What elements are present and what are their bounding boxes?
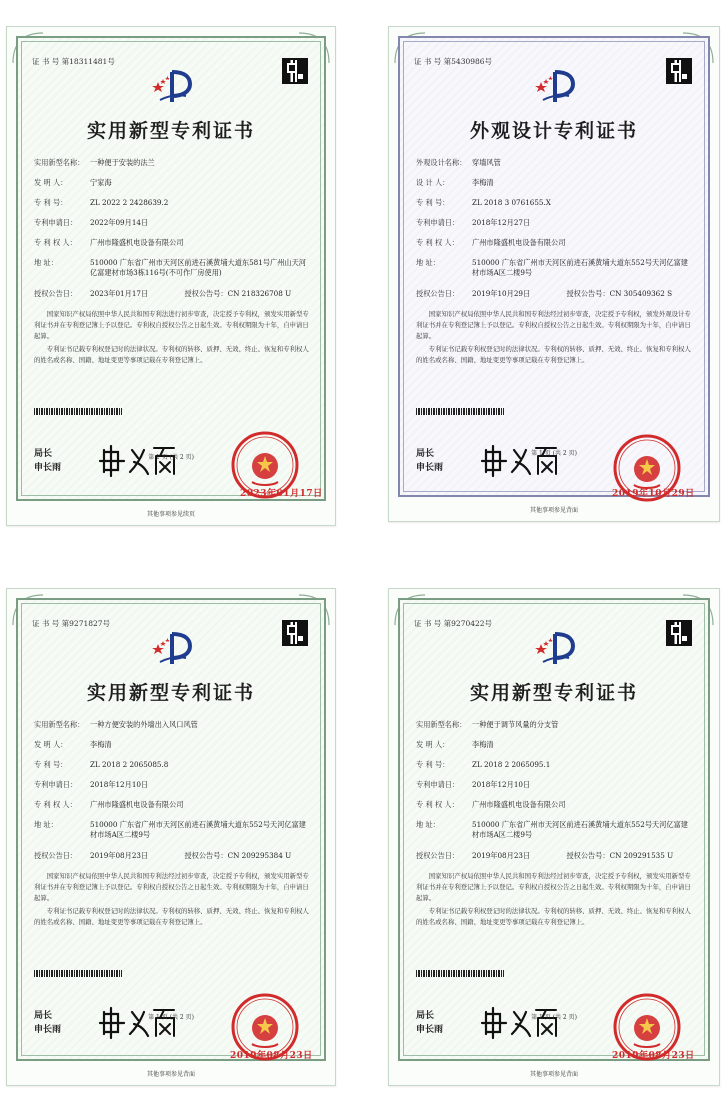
page-number: 第 1 页 (共 2 页) (531, 450, 577, 457)
footnote: 其他事项参见背面 (529, 507, 578, 514)
field-value: 2018年12月27日 (472, 218, 531, 228)
footnote: 其他事项参见背面 (529, 1071, 578, 1078)
field-value: 李梅清 (472, 178, 494, 188)
field-label: 实用新型名称： (34, 720, 85, 729)
field-value: 宁家海 (90, 178, 112, 188)
field-value: CN 218326708 U (227, 288, 292, 298)
address-row (34, 258, 310, 278)
design-name-row (416, 158, 694, 168)
design-name-row (34, 720, 310, 730)
field-value: CN 305409362 S (609, 288, 673, 298)
inventor-row (34, 740, 310, 750)
field-label: 地 址： (34, 820, 58, 830)
cnipa-logo-icon (529, 66, 579, 106)
field-label: 地 址： (34, 258, 58, 268)
application-date-row (34, 780, 310, 790)
signature-icon (480, 1004, 560, 1040)
address-row (34, 820, 310, 840)
field-label: 专利申请日： (416, 218, 460, 228)
application-date-row (34, 218, 310, 228)
legal-paragraph: 专利证书记载专利权登记时的法律状况。专利权的转移、质押、无效、终止、恢复和专利权人的姓名或名称、国籍、地址变更等事项记载在专利登记簿上。 (416, 345, 691, 365)
qr-code-icon (666, 620, 692, 646)
footnote: 其他事项参见续页 (146, 511, 195, 518)
patent-certificate-4 (388, 588, 720, 1086)
field-value: 2019年10月29日 (472, 288, 531, 298)
field-label: 实用新型名称： (416, 720, 467, 729)
grant-row (416, 851, 694, 861)
patent-certificate-2 (388, 26, 720, 522)
field-label: 实用新型名称： (34, 158, 85, 167)
certificate-fields (416, 158, 694, 369)
field-label: 专 利 权 人： (416, 800, 459, 810)
grant-row (34, 851, 310, 861)
field-value: 李梅清 (472, 740, 494, 750)
director-name: 申长雨 (416, 1024, 444, 1035)
field-value: 李梅清 (90, 740, 112, 750)
field-label: 授权公告号： (566, 288, 610, 298)
field-value: 广州市隆盛机电设备有限公司 (90, 238, 184, 248)
seal-date: 2023年01月17日 (240, 489, 323, 499)
barcode-icon (34, 408, 122, 415)
field-value: 广州市隆盛机电设备有限公司 (472, 238, 566, 248)
field-value: ZL 2018 2 2065095.1 (472, 760, 551, 770)
certificate-title: 实用新型专利证书 (469, 682, 638, 704)
address-row (416, 820, 694, 840)
field-label: 外观设计名称： (416, 158, 467, 167)
application-date-row (416, 780, 694, 790)
field-label: 授权公告日： (34, 288, 78, 298)
grant-row (34, 289, 310, 299)
field-label: 发 明 人： (34, 740, 68, 750)
legal-paragraph: 国家知识产权局依照中华人民共和国专利法经过初步审查，决定授予专利权，颁发实用新型专利证书并在专利登记簿上予以登记。专利权自授权公告之日起生效。专利权期限为十年，自申请日起算。 (416, 871, 691, 903)
cnipa-logo-icon (146, 628, 196, 668)
field-label: 设 计 人： (416, 178, 450, 188)
certificate-number: 证 书 号 第9270422号 (414, 619, 493, 628)
field-label: 专利申请日： (34, 780, 78, 790)
certificate-title: 实用新型专利证书 (86, 120, 255, 142)
field-label: 专利申请日： (34, 218, 78, 228)
cnipa-logo-icon (529, 628, 579, 668)
certificate-number: 证 书 号 第5430986号 (414, 57, 493, 66)
field-value: 510000 广东省广州市天河区前进石溪黄埔大道东581号广州山天河亿富建材市场3栋116号(不可作厂房使用) (90, 258, 306, 278)
certificate-title: 外观设计专利证书 (469, 120, 638, 142)
certificate-frame (398, 598, 710, 1061)
certificate-fields (416, 720, 694, 931)
inventor-row (416, 740, 694, 750)
design-name-row (34, 158, 310, 168)
legal-paragraph: 专利证书记载专利权登记时的法律状况。专利权的转移、质押、无效、终止、恢复和专利权人的姓名或名称、国籍、地址变更等事项记载在专利登记簿上。 (34, 907, 309, 927)
director-title: 局长 (34, 449, 53, 459)
seal-date: 2019年08月23日 (612, 1051, 695, 1061)
grant-row (416, 289, 694, 299)
patent-number-row (416, 760, 694, 770)
field-value: 穿墙风管 (472, 158, 501, 167)
legal-paragraph: 专利证书记载专利权登记时的法律状况。专利权的转移、质押、无效、终止、恢复和专利权人的姓名或名称、国籍、地址变更等事项记载在专利登记簿上。 (416, 907, 691, 927)
field-value: CN 209291535 U (609, 850, 674, 860)
field-label: 发 明 人： (416, 740, 450, 750)
field-value: 一种便于调节风量的分支管 (472, 720, 559, 729)
barcode-icon (416, 970, 504, 977)
director-name: 申长雨 (34, 1024, 62, 1035)
field-label: 地 址： (416, 820, 440, 830)
barcode-icon (34, 970, 122, 977)
field-label: 授权公告日： (34, 850, 78, 860)
field-value: 510000 广东省广州市天河区前进石溪黄埔大道东552号天河亿富建材市场A区二楼9号 (472, 820, 688, 840)
field-label: 地 址： (416, 258, 440, 268)
field-label: 专 利 号： (416, 760, 450, 770)
page-number: 第 1 页 (共 2 页) (148, 1014, 194, 1021)
field-value: 2019年08月23日 (472, 850, 531, 860)
owner-row (34, 800, 310, 810)
patent-certificate-1 (6, 26, 336, 526)
field-value: CN 209295384 U (227, 850, 292, 860)
patent-certificate-3 (6, 588, 336, 1086)
barcode-icon (416, 408, 504, 415)
design-name-row (416, 720, 694, 730)
certificate-number: 证 书 号 第18311481号 (32, 57, 115, 66)
field-value: 2019年08月23日 (90, 850, 149, 860)
legal-paragraph: 国家知识产权局依照中华人民共和国专利法经过初步审查，决定授予专利权，颁发实用新型专利证书并在专利登记簿上予以登记。专利权自授权公告之日起生效。专利权期限为十年，自申请日起算。 (34, 871, 309, 903)
field-label: 授权公告日： (416, 850, 460, 860)
field-label: 专 利 号： (34, 198, 68, 208)
legal-paragraph: 国家知识产权局依照中华人民共和国专利法经过初步审查，决定授予专利权，颁发外观设计专利证书并在专利登记簿上予以登记。专利权自授权公告之日起生效。专利权期限为十年，自申请日起算。 (416, 309, 691, 341)
owner-row (416, 800, 694, 810)
field-value: 2023年01月17日 (90, 288, 149, 298)
field-label: 授权公告号： (184, 850, 228, 860)
application-date-row (416, 218, 694, 228)
director-title: 局长 (416, 1011, 435, 1021)
field-label: 专 利 号： (34, 760, 68, 770)
director-name: 申长雨 (34, 462, 62, 473)
footnote: 其他事项参见背面 (146, 1071, 195, 1078)
director-name: 申长雨 (416, 462, 444, 473)
certificate-fields (34, 158, 310, 369)
field-label: 授权公告号： (184, 288, 228, 298)
patent-number-row (34, 760, 310, 770)
inventor-row (416, 178, 694, 188)
field-value: 2018年12月10日 (90, 780, 149, 790)
legal-paragraph: 国家知识产权局依照中华人民共和国专利法进行初步审查，决定授予专利权，颁发实用新型专利证书并在专利登记簿上予以登记。专利权自授权公告之日起生效。专利权期限为十年，自申请日起算。 (34, 309, 309, 341)
certificate-frame (16, 598, 326, 1061)
qr-code-icon (282, 58, 308, 84)
address-row (416, 258, 694, 278)
qr-code-icon (282, 620, 308, 646)
owner-row (34, 238, 310, 248)
field-value: 一种方便安装的外墙出入风口风管 (90, 720, 198, 729)
field-label: 专利申请日： (416, 780, 460, 790)
certificate-fields (34, 720, 310, 931)
certificate-title: 实用新型专利证书 (86, 682, 255, 704)
certificate-frame (398, 36, 710, 497)
signature-icon (98, 1004, 178, 1040)
field-value: ZL 2018 3 0761655.X (472, 198, 551, 208)
legal-paragraph: 专利证书记载专利权登记时的法律状况。专利权的转移、质押、无效、终止、恢复和专利权人的姓名或名称、国籍、地址变更等事项记载在专利登记簿上。 (34, 345, 309, 365)
field-value: 2018年12月10日 (472, 780, 531, 790)
field-value: 510000 广东省广州市天河区前进石溪黄埔大道东552号天河亿富建材市场A区二楼9号 (472, 258, 688, 278)
field-label: 授权公告号： (566, 850, 610, 860)
field-label: 专 利 权 人： (34, 238, 77, 248)
patent-number-row (34, 198, 310, 208)
qr-code-icon (666, 58, 692, 84)
certificate-number: 证 书 号 第9271827号 (32, 619, 111, 628)
director-title: 局长 (416, 449, 435, 459)
inventor-row (34, 178, 310, 188)
field-value: ZL 2022 2 2428639.2 (90, 198, 169, 208)
field-value: 广州市隆盛机电设备有限公司 (472, 800, 566, 810)
page-number: 第 1 页 (共 2 页) (148, 454, 194, 461)
owner-row (416, 238, 694, 248)
field-value: 一种便于安装的法兰 (90, 158, 155, 167)
seal-date: 2019年08月23日 (230, 1051, 313, 1061)
field-label: 专 利 权 人： (416, 238, 459, 248)
cnipa-logo-icon (146, 66, 196, 106)
certificate-frame (16, 36, 326, 501)
director-title: 局长 (34, 1011, 53, 1021)
field-label: 授权公告日： (416, 288, 460, 298)
field-value: 2022年09月14日 (90, 218, 149, 228)
seal-date: 2019年10月29日 (612, 489, 695, 499)
field-label: 发 明 人： (34, 178, 68, 188)
page-number: 第 1 页 (共 2 页) (531, 1014, 577, 1021)
field-value: ZL 2018 2 2065085.8 (90, 760, 169, 770)
patent-number-row (416, 198, 694, 208)
field-label: 专 利 号： (416, 198, 450, 208)
field-label: 专 利 权 人： (34, 800, 77, 810)
field-value: 广州市隆盛机电设备有限公司 (90, 800, 184, 810)
field-value: 510000 广东省广州市天河区前进石溪黄埔大道东552号天河亿富建材市场A区二楼9号 (90, 820, 306, 840)
